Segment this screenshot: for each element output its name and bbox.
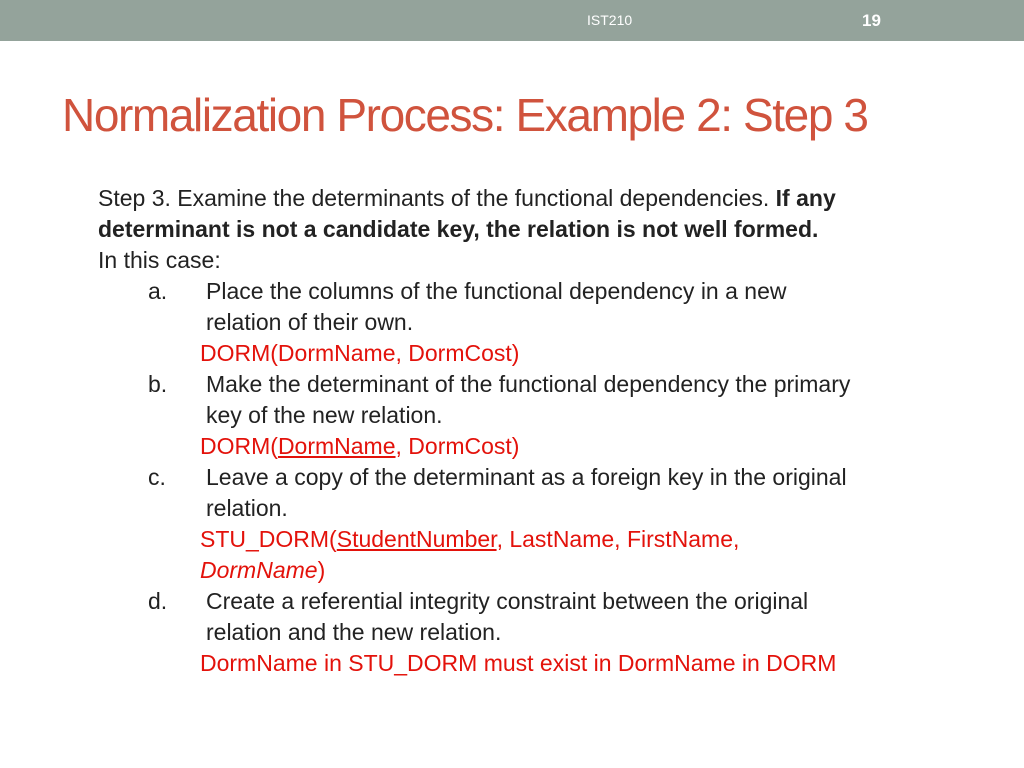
step-c-text: Leave a copy of the determinant as a foreign key in the original [206,464,847,490]
step-c-example-prefix: STU_DORM( [200,526,337,552]
step-b-example-prefix: DORM( [200,433,278,459]
slide-title: Normalization Process: Example 2: Step 3 [62,89,868,141]
step-a-example: DORM(DormName, DormCost) [200,340,520,366]
step-b-example-suffix: , DormCost) [395,433,520,459]
step-c-example-suffix: , LastName, FirstName, [496,526,740,552]
step-b-text: Make the determinant of the functional dependency the primary [206,371,851,397]
intro-line-1 [98,183,958,214]
step-b-line-1 [98,369,958,400]
step-d-line-2: relation and the new relation. [206,619,502,645]
slide-number: 19 [862,11,881,30]
step-d-line-1 [98,586,958,617]
step-b-example [98,431,958,462]
step-a-marker: a. [148,278,168,304]
step-b-primary-key: DormName [277,433,396,459]
step-d-example: DormName in STU_DORM must exist in DormName in DORM [200,650,837,676]
step-c-example-close: ) [317,557,326,583]
course-label: IST210 [587,12,633,28]
step-d-text: Create a referential integrity constraint between the original [206,588,809,614]
header-bar [0,0,1024,41]
step-c-line-1 [98,462,958,493]
step-b-line-2: key of the new relation. [206,402,443,428]
step-d-marker: d. [148,588,168,614]
step-c-line-2: relation. [206,495,288,521]
step-a-line-2: relation of their own. [206,309,414,335]
step-c-example-line-2 [98,555,958,586]
step-b-marker: b. [148,371,168,397]
step-c-foreign-key: DormName [200,557,318,583]
intro-bold-text: If any [775,185,836,211]
step-c-primary-key: StudentNumber [336,526,497,552]
step-a-text: Place the columns of the functional dependency in a new [206,278,787,304]
intro-line-2: determinant is not a candidate key, the relation is not well formed. [98,216,819,242]
step-c-example-line-1 [98,524,958,555]
slide-body [98,183,958,679]
intro-line-3: In this case: [98,247,221,273]
step-c-marker: c. [148,464,166,490]
intro-text: Step 3. Examine the determinants of the functional dependencies. [98,185,776,211]
step-a-line-1 [98,276,958,307]
